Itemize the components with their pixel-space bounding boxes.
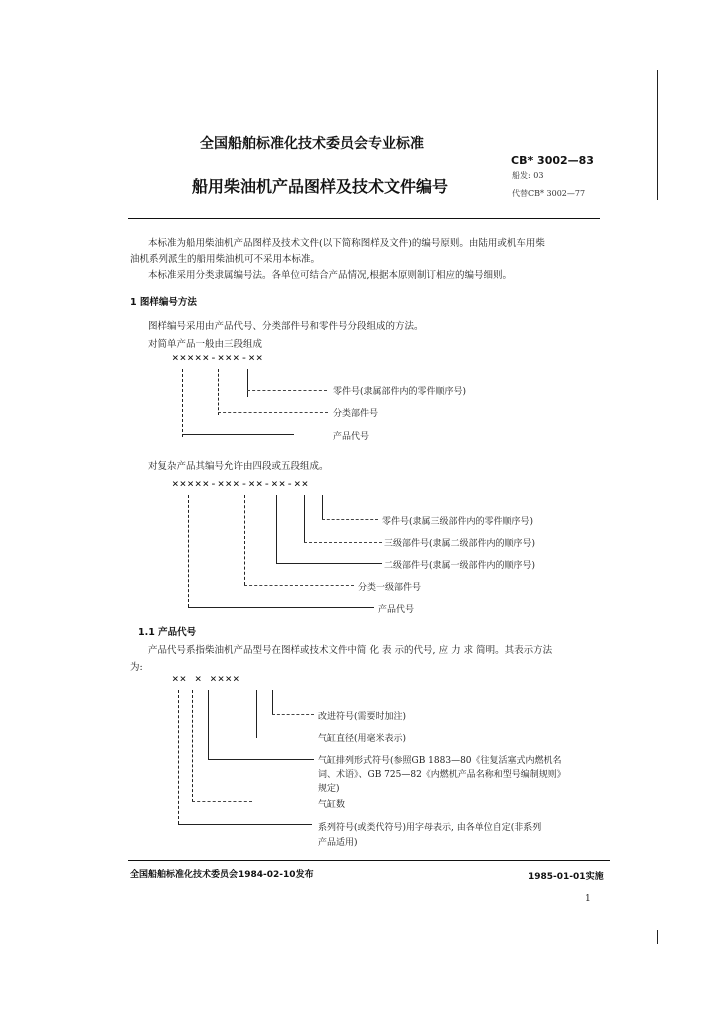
d3-label-arrangement-line-3: 规定) xyxy=(318,784,340,794)
d3-improvement-leader xyxy=(272,690,273,714)
section-1-1-paragraph-line-1: 产品代号系指柴油机产品型号在图样或技术文件中简 化 表 示的代号, 应 力 求 简明。其表示方法 xyxy=(148,645,553,656)
d2-label-level2: 二级部件号(隶属一级部件内的顺序号) xyxy=(384,561,536,571)
replaces-standard: 代替CB* 3002—77 xyxy=(512,189,586,198)
d1-product-line xyxy=(182,434,294,435)
d3-arrangement-line xyxy=(208,759,314,760)
page-number: 1 xyxy=(585,894,591,904)
document-title: 船用柴油机产品图样及技术文件编号 xyxy=(192,177,449,196)
simple-product-code: ×××××-×××-×× xyxy=(172,351,264,364)
d1-product-leader xyxy=(182,369,183,437)
d3-label-series-line-1: 系列符号(或类代符号)用字母表示, 由各单位自定(非系列 xyxy=(318,823,542,833)
d3-label-arrangement-line-1: 气缸排列形式符号(参照GB 1883—80《往复活塞式内燃机名 xyxy=(318,756,562,766)
d2-level3-leader xyxy=(304,495,305,543)
intro-paragraph-1-line-1: 本标准为船用柴油机产品图样及技术文件(以下简称图样及文件)的编号原则。由陆用或机车用柴 xyxy=(148,238,545,249)
d3-series-leader xyxy=(178,690,179,824)
d1-label-category-part: 分类部件号 xyxy=(333,409,379,419)
d3-cylinders-leader xyxy=(192,690,193,802)
d2-level1-line xyxy=(244,585,354,586)
standard-number: CB* 3002—83 xyxy=(511,154,594,167)
d2-level2-line xyxy=(276,563,382,564)
d3-series-line xyxy=(178,824,312,825)
d3-label-series-line-2: 产品适用) xyxy=(318,838,358,848)
d1-label-part-number: 零件号(隶属部件内的零件顺序号) xyxy=(333,387,467,397)
section-1-paragraph-2: 对简单产品一般由三段组成 xyxy=(148,339,263,350)
scan-edge-mark-bottom xyxy=(657,930,658,944)
d3-improvement-line xyxy=(272,714,314,715)
d3-cylinders-line xyxy=(192,801,252,802)
d1-part-number-line xyxy=(247,390,327,391)
d2-level1-leader xyxy=(244,495,245,585)
effective-date: 1985-01-01实施 xyxy=(528,872,604,882)
d2-label-part-number: 零件号(隶属三级部件内的零件顺序号) xyxy=(382,517,534,527)
classification-number: 船发: 03 xyxy=(512,171,544,180)
d3-arrangement-leader xyxy=(208,690,209,760)
section-1-paragraph-1: 图样编号采用由产品代号、分类部件号和零件号分段组成的方法。 xyxy=(148,321,424,332)
intro-paragraph-1-line-2: 油机系列派生的船用柴油机可不采用本标准。 xyxy=(130,254,321,265)
d1-category-line xyxy=(218,412,328,413)
d3-label-cylinders: 气缸数 xyxy=(318,800,346,810)
d3-label-improvement: 改进符号(需要时加注) xyxy=(318,712,407,722)
d1-part-number-leader xyxy=(247,369,248,397)
complex-product-intro: 对复杂产品其编号允许由四段或五段组成。 xyxy=(148,461,329,472)
d3-label-bore: 气缸直径(用毫米表示) xyxy=(318,734,407,744)
d2-level2-leader xyxy=(276,495,277,563)
d2-label-level1: 分类一级部件号 xyxy=(358,583,422,593)
section-1-1-paragraph-line-2: 为: xyxy=(130,662,143,673)
committee-title: 全国船舶标准化技术委员会专业标准 xyxy=(200,136,424,152)
d2-product-line xyxy=(188,607,374,608)
header-rule xyxy=(128,218,600,219)
scan-edge-mark-top xyxy=(657,70,658,200)
d2-product-leader xyxy=(188,495,189,607)
d2-label-product: 产品代号 xyxy=(378,605,415,615)
complex-product-code: ×××××-×××-××-××-×× xyxy=(172,477,310,490)
issue-date: 全国船舶标准化技术委员会1984-02-10发布 xyxy=(130,870,314,880)
footer-rule xyxy=(128,860,610,861)
d1-label-product-code: 产品代号 xyxy=(333,432,370,442)
d2-part-line xyxy=(322,519,378,520)
product-code-format: ×× × ×××× xyxy=(172,672,241,685)
d1-category-leader xyxy=(218,369,219,415)
section-1-1-heading: 1.1 产品代号 xyxy=(138,627,197,638)
intro-paragraph-2: 本标准采用分类隶属编号法。各单位可结合产品情况,根据本原则制订相应的编号细则。 xyxy=(148,270,513,281)
d2-level3-line xyxy=(304,542,382,543)
d2-label-level3: 三级部件号(隶属二级部件内的顺序号) xyxy=(384,539,536,549)
d3-bore-leader xyxy=(256,690,257,738)
d3-label-arrangement-line-2: 词、术语》、GB 725—82《内燃机产品名称和型号编制规则》 xyxy=(318,770,566,780)
section-1-heading: 1 图样编号方法 xyxy=(130,297,197,308)
d2-part-leader xyxy=(322,495,323,519)
